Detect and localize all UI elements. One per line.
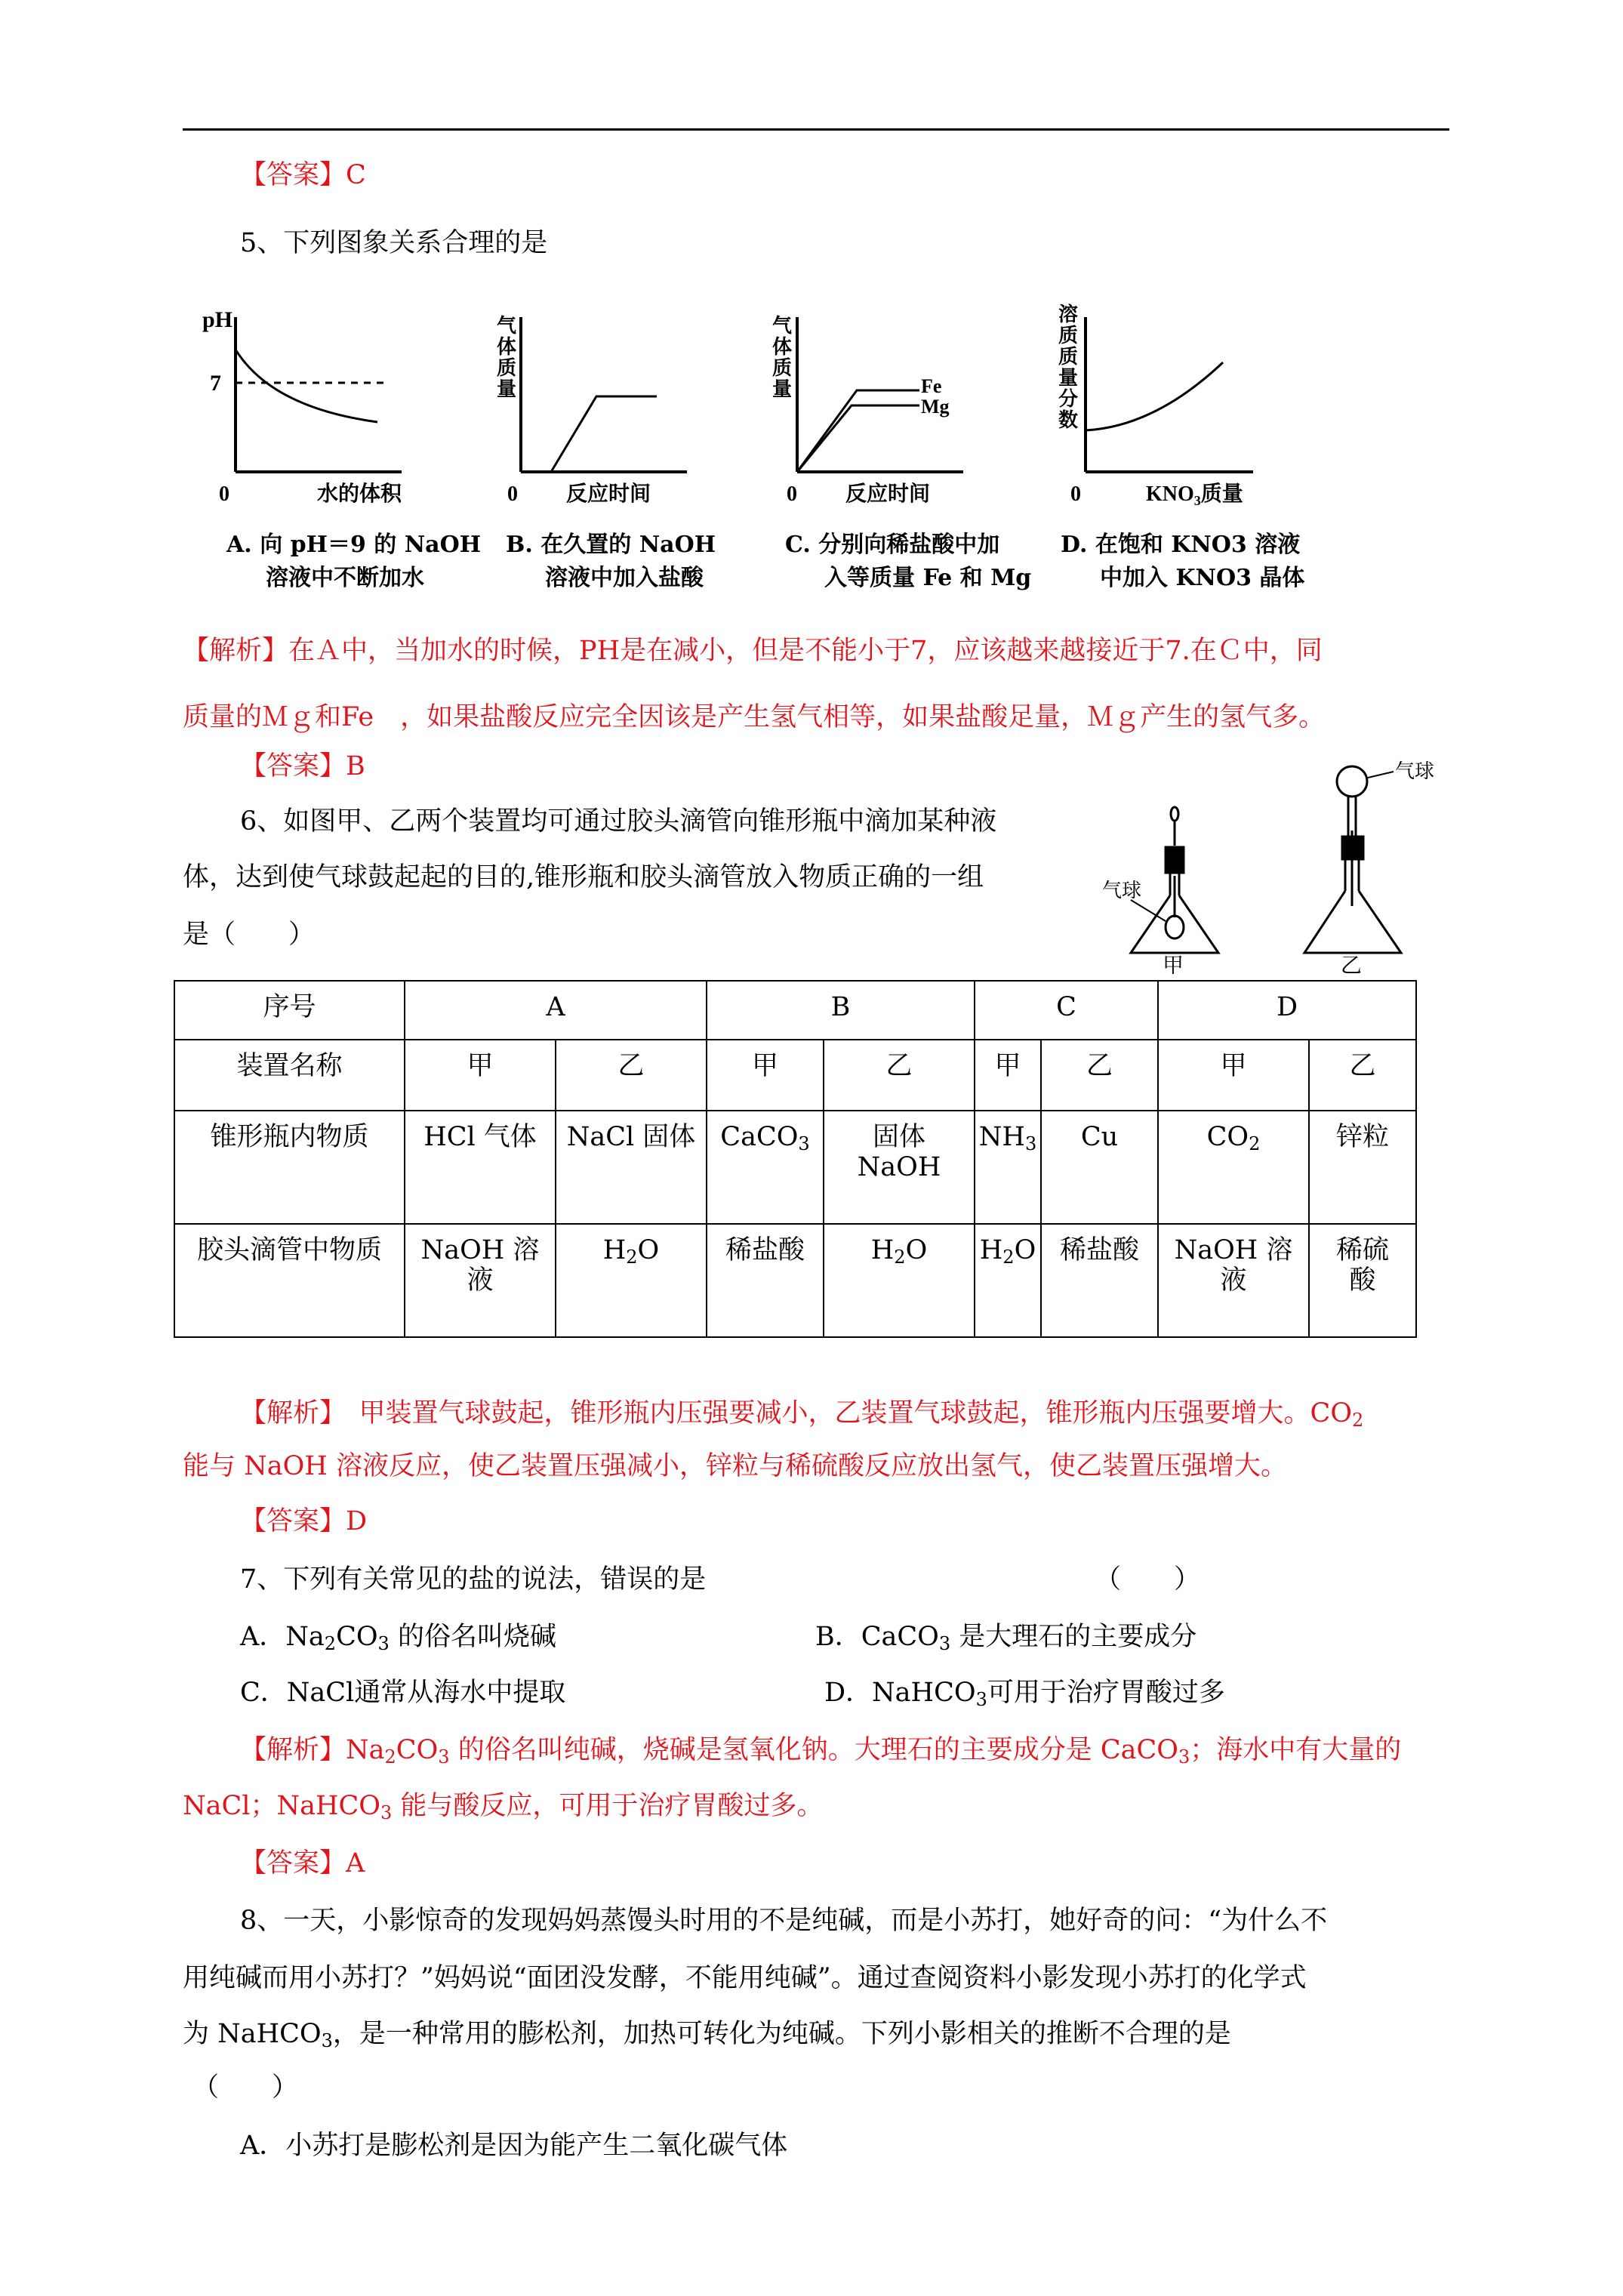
jia-balloon-label: 气球 <box>1102 880 1142 901</box>
graph-d <box>1058 303 1253 508</box>
graph-b <box>497 314 687 506</box>
q8-stem-l2: 用纯碱而用小苏打？”妈妈说“面团没发酵，不能用纯碱”。通过查阅资料小影发现小苏打的化学式 <box>183 1963 1307 1993</box>
graph-a-xlabel: 水的体积 <box>317 482 402 506</box>
graph-a-ylabel: pH <box>202 307 233 332</box>
q6-options-table <box>174 980 1417 1338</box>
q6-stem-l1: 6、如图甲、乙两个装置均可通过胶头滴管向锥形瓶中滴加某种液 <box>240 806 997 837</box>
q5-stem: 5、下列图象关系合理的是 <box>240 228 548 258</box>
q7-option-b: B．CaCO$_3$ 是大理石的主要成分 <box>815 1622 1197 1654</box>
graph-b-caption: B. 在久置的 NaOH 溶液中加入盐酸 <box>506 532 716 591</box>
table-row-flask: 锥形瓶内物质 HCl 气体 NaCl 固体 CaCO$_3$ 固体 NaOH $NH_3$ Cu $CO_2$ 锌粒 <box>174 1111 1416 1224</box>
table-header-row: 序号 A B C D <box>174 981 1416 1040</box>
graph-a <box>202 307 402 506</box>
q7-answer: 【答案】A <box>240 1848 365 1878</box>
svg-text:分: 分 <box>1058 388 1079 410</box>
svg-text:KNO3质量: $KNO_3$质量 <box>1146 482 1243 508</box>
svg-text:Mg: Mg <box>921 396 950 418</box>
svg-text:质: 质 <box>497 357 517 379</box>
svg-text:0: 0 <box>787 482 797 506</box>
graph-d-caption: D. 在饱和 KNO3 溶液 中加入 KNO3 晶体 <box>1061 532 1305 591</box>
q5-analysis-l2: 质量的Ｍｇ和Fe ，如果盐酸反应完全因该是产生氢气相等，如果盐酸足量，Ｍｇ产生的氢气多。 <box>183 702 1326 732</box>
q6-analysis-l2: 能与 NaOH 溶液反应，使乙装置压强减小，锌粒与稀硫酸反应放出氢气，使乙装置压强增大。 <box>183 1451 1287 1481</box>
graph-c <box>772 314 963 506</box>
svg-text:数: 数 <box>1058 409 1079 431</box>
q6-answer: 【答案】D <box>240 1506 368 1536</box>
svg-text:体: 体 <box>772 336 793 358</box>
q7-paren: （ ） <box>1095 1564 1201 1595</box>
svg-text:质: 质 <box>1058 325 1079 347</box>
q5-analysis-l1: 【解析】在Ａ中，当加水的时候，PH是在减小，但是不能小于7，应该越来越接近于7.在Ｃ中，同 <box>183 636 1323 666</box>
q4-answer <box>240 160 366 190</box>
svg-text:0: 0 <box>507 482 518 506</box>
q7-analysis-l2: NaCl；NaHCO$_3$ 能与酸反应，可用于治疗胃酸过多。 <box>183 1791 824 1823</box>
q8-stem-l4: （ ） <box>192 2073 299 2103</box>
answer-tag: 【答案】 <box>240 160 346 190</box>
table-row-dropper: 胶头滴管中物质 NaOH 溶液 $H_2O$ 稀盐酸 $H_2O$ $H_2O$ 稀盐酸 NaOH 溶液 稀硫酸 <box>174 1224 1416 1337</box>
q7-option-c: C．NaCl通常从海水中提取 <box>240 1678 566 1708</box>
svg-text:质: 质 <box>1058 346 1079 368</box>
svg-text:量: 量 <box>497 378 517 400</box>
q7-option-a: A．$Na_2CO_3$ 的俗名叫烧碱 <box>240 1622 556 1654</box>
q6-apparatus-figure <box>1086 755 1440 974</box>
svg-text:气: 气 <box>772 315 793 337</box>
q6-stem-l2: 体，达到使气球鼓起起的目的,锥形瓶和胶头滴管放入物质正确的一组 <box>183 862 984 892</box>
q8-stem-l1: 8、一天，小影惊奇的发现妈妈蒸馒头时用的不是纯碱，而是小苏打，她好奇的问：“为什么不 <box>240 1906 1328 1936</box>
device-yi <box>1304 766 1401 953</box>
answer-value: C <box>346 160 366 190</box>
q7-option-d: D．NaHCO$_3$可用于治疗胃酸过多 <box>824 1678 1225 1710</box>
svg-text:量: 量 <box>772 378 793 400</box>
graph-a-origin: 0 <box>219 482 229 506</box>
yi-balloon-label: 气球 <box>1395 760 1435 782</box>
header-rule <box>183 128 1449 131</box>
q7-stem: 7、下列有关常见的盐的说法，错误的是 <box>240 1564 707 1595</box>
q6-analysis-l1: 【解析】 甲装置气球鼓起，锥形瓶内压强要减小，乙装置气球鼓起，锥形瓶内压强要增大。$CO_2$ <box>240 1398 1364 1431</box>
svg-text:体: 体 <box>497 336 517 358</box>
device-jia <box>1131 807 1218 953</box>
svg-text:质: 质 <box>772 357 793 379</box>
svg-text:Fe: Fe <box>921 375 942 397</box>
graph-c-caption: C. 分别向稀盐酸中加 入等质量 Fe 和 Mg <box>785 532 1032 591</box>
q6-stem-l3: 是（ ） <box>183 920 316 950</box>
q5-answer: 【答案】B <box>240 751 365 781</box>
svg-text:量: 量 <box>1058 367 1079 389</box>
svg-text:气: 气 <box>497 315 517 337</box>
q8-stem-l3: 为 NaHCO$_3$，是一种常用的膨松剂，加热可转化为纯碱。下列小影相关的推断不合理的是 <box>183 2019 1231 2051</box>
table-row-device: 装置名称 甲 乙 甲 乙 甲 乙 甲 乙 <box>174 1040 1416 1111</box>
q8-option-a: A．小苏打是膨松剂是因为能产生二氧化碳气体 <box>240 2131 788 2161</box>
jia-label: 甲 <box>1163 954 1184 974</box>
graph-a-caption: A. 向 pH＝9 的 NaOH 溶液中不断加水 <box>226 532 482 591</box>
q7-analysis-l1: 【解析】$Na_2CO_3$ 的俗名叫纯碱，烧碱是氢氧化钠。大理石的主要成分是 CaCO$_3$；海水中有大量的 <box>240 1735 1402 1767</box>
svg-text:溶: 溶 <box>1058 304 1079 325</box>
svg-text:反应时间: 反应时间 <box>845 482 931 506</box>
svg-text:反应时间: 反应时间 <box>566 482 651 506</box>
graph-a-tick: 7 <box>210 371 221 396</box>
svg-text:0: 0 <box>1070 482 1081 506</box>
yi-label: 乙 <box>1341 954 1363 974</box>
